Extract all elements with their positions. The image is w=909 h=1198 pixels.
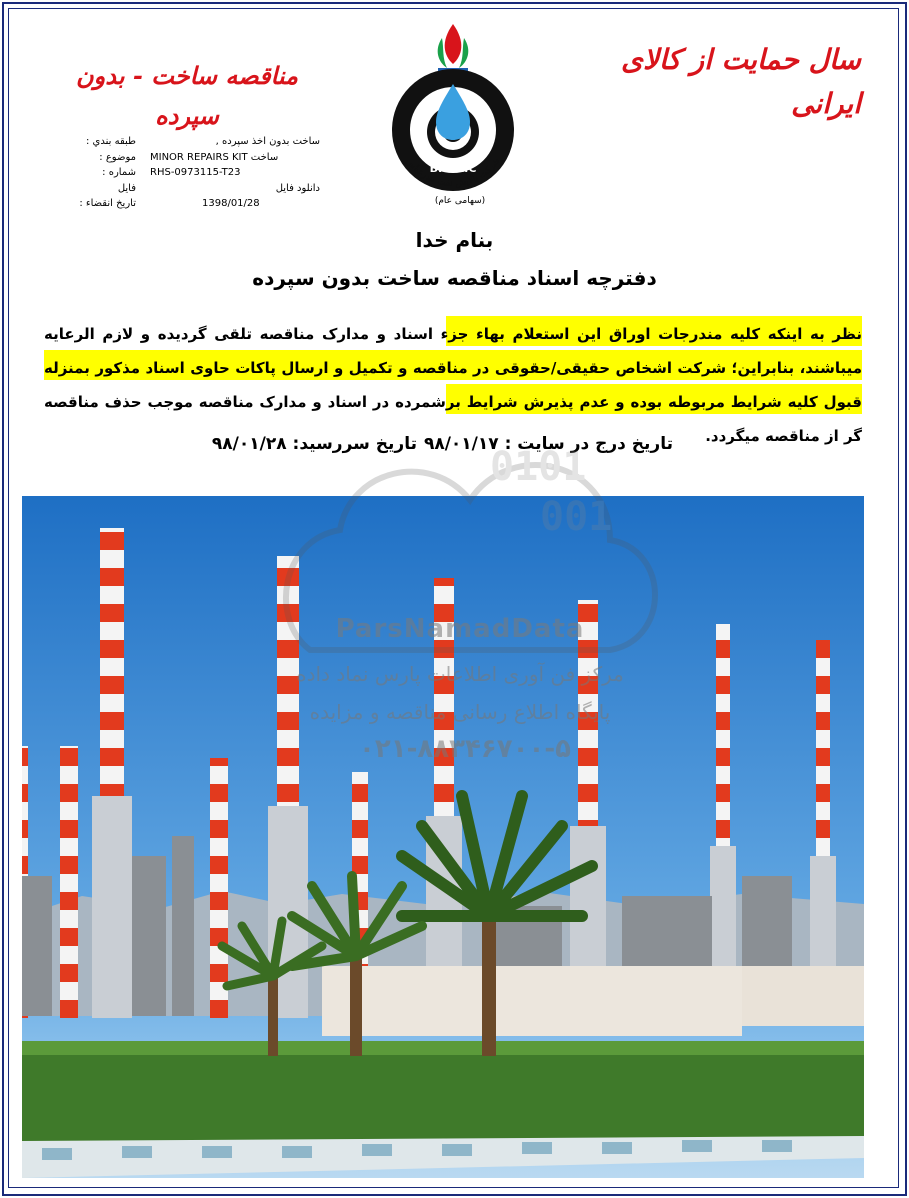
borc-logo	[378, 18, 528, 214]
slogan-iranian-goods: سال حمایت از کالای ایرانی	[621, 43, 861, 120]
info-label-file: فايل	[117, 182, 136, 194]
info-value-subject: MINOR REPAIRS KIT ساخت	[150, 151, 279, 163]
watermark-line1: مرکز فن آوری اطلاعات پارس نماد داده	[296, 662, 624, 686]
logo-initials: B.O.R.C	[429, 162, 477, 175]
refinery-photo	[22, 496, 864, 1178]
info-label-expiry: تاريخ انقضاء :	[79, 198, 136, 209]
slogan-tender-type: مناقصه ساخت - بدون سپرده	[76, 61, 298, 130]
info-values	[150, 134, 320, 212]
logo-caption: (سهامی عام)	[434, 196, 486, 206]
logo-ring-text: شرکت پالایش نفت بندرعباس	[403, 156, 503, 190]
info-label-category: طبقه بندي :	[86, 136, 136, 147]
info-value-file-download[interactable]: دانلود فايل	[275, 182, 320, 194]
page-title: دفترچه اسناد مناقصه ساخت بدون سپرده	[252, 266, 657, 290]
info-label-subject: موضوع :	[99, 151, 136, 163]
info-value-number: RHS-0973115-T23	[150, 167, 241, 178]
due-date: تاریخ سررسید: ۹۸/۰۱/۲۸	[211, 434, 417, 454]
svg-text:001: 001	[540, 494, 613, 540]
watermark-phone: ۰۲۱-۸۸۳۴۶۷۰۰-۵	[358, 734, 571, 764]
info-labels	[56, 134, 136, 212]
info-value-category: ساخت بدون اخذ سپرده ,	[215, 136, 320, 147]
title-bismillah: بنام خدا	[415, 228, 494, 252]
info-label-number: شماره :	[102, 167, 136, 178]
posted-date: تاریخ درج در سایت : ۹۸/۰۱/۱۷	[423, 434, 673, 454]
watermark-brand: ParsNamadData	[335, 614, 585, 644]
svg-text:0101: 0101	[490, 444, 587, 490]
notice-paragraph: نظر به اینکه کلیه مندرجات اوراق این استعلام بهاء جزء اسناد و مدارک مناقصه تلقی گردیده و لازم الرعایه میباشند، بنابراین؛ شرکت اشخاص حقیقی/حقوقی در مناقصه و تکمیل و ارسال پاکات حاوی اسناد مذکور بمنزله قبول کلیه شرایط مربوطه بوده و عدم پذیرش شرایط برشمرده در اسناد و مدارک مناقصه موجب حذف مناقصه گر از مناقصه میگردد.	[44, 325, 862, 445]
watermark-line2: پایگاه اطلاع رسانی مناقصه و مزایده	[309, 700, 611, 724]
info-value-expiry: 1398/01/28	[202, 198, 260, 209]
